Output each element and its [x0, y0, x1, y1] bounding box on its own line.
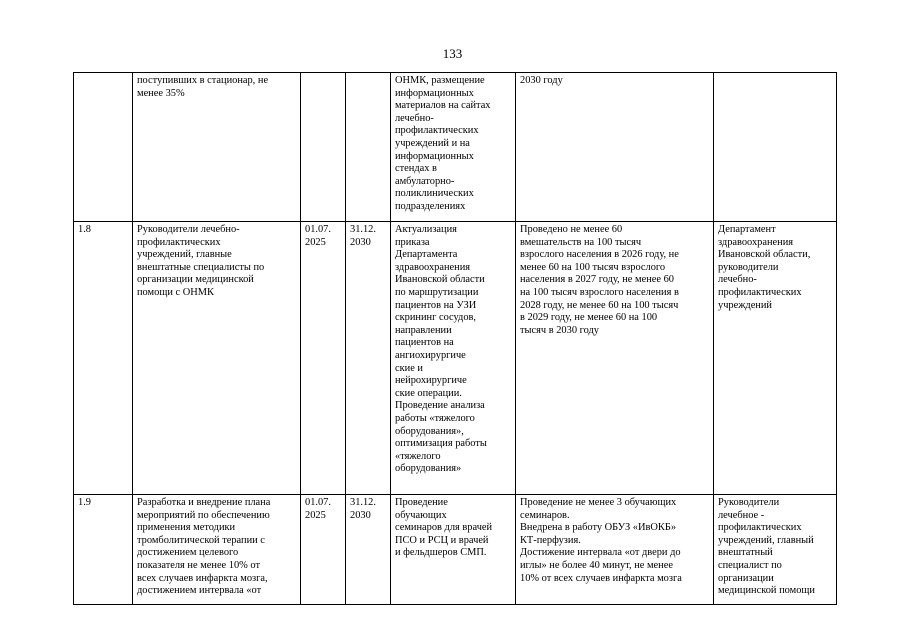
cell-end-date [346, 73, 391, 222]
cell-result: 2030 году [516, 73, 714, 222]
cell-start-date: 01.07. 2025 [301, 222, 346, 495]
cell-activities: Актуализация приказа Департамента здравоохранения Ивановской области по маршрутизации пациентов на УЗИ скрининг сосудов, направлении пациентов на ангиохирургиче ские и нейрохирургиче ские операции. Проведение анализа работы «тяжелого оборудования», оптимизация работы «тяжелого оборудования» [391, 222, 516, 495]
cell-end-date: 31.12. 2030 [346, 222, 391, 495]
table-row [74, 73, 837, 222]
cell-start-date [301, 73, 346, 222]
cell-end-date: 31.12. 2030 [346, 495, 391, 605]
table-row [74, 222, 837, 495]
cell-number: 1.8 [74, 222, 133, 495]
cell-activities: Проведение обучающих семинаров для врачей ПСО и РСЦ и врачей и фельдшеров СМП. [391, 495, 516, 605]
cell-responsible: Департамент здравоохранения Ивановской области, руководители лечебно- профилактических учреждений [714, 222, 837, 495]
cell-responsible [714, 73, 837, 222]
table-row [74, 495, 837, 605]
cell-result: Проведено не менее 60 вмешательств на 100 тысяч взрослого населения в 2026 году, не менее 60 на 100 тысяч взрослого населения в 2027 году, не менее 60 на 100 тысяч взрослого населения в 2028 году, не менее 60 на 100 тысяч в 2029 году, не менее 60 на 100 тысяч в 2030 году [516, 222, 714, 495]
cell-number: 1.9 [74, 495, 133, 605]
cell-event: Разработка и внедрение плана мероприятий по обеспечению применения методики тромболитической терапии с достижением целевого показателя не менее 10% от всех случаев инфаркта мозга, достижением интервала «от [133, 495, 301, 605]
cell-responsible: Руководители лечебное - профилактических учреждений, главный внештатный специалист по организации медицинской помощи [714, 495, 837, 605]
cell-event: Руководители лечебно- профилактических учреждений, главные внештатные специалисты по организации медицинской помощи с ОНМК [133, 222, 301, 495]
cell-number [74, 73, 133, 222]
cell-start-date: 01.07. 2025 [301, 495, 346, 605]
cell-result: Проведение не менее 3 обучающих семинаров. Внедрена в работу ОБУЗ «ИвОКБ» КТ-перфузия. Достижение интервала «от двери до иглы» не более 40 минут, не менее 10% от всех случаев инфаркта мозга [516, 495, 714, 605]
page-number: 133 [442, 46, 463, 61]
cell-event: поступивших в стационар, не менее 35% [133, 73, 301, 222]
cell-activities: ОНМК, размещение информационных материалов на сайтах лечебно- профилактических учреждений и на информационных стендах в амбулаторно- поликлинических подразделениях [391, 73, 516, 222]
measures-table [73, 72, 837, 605]
